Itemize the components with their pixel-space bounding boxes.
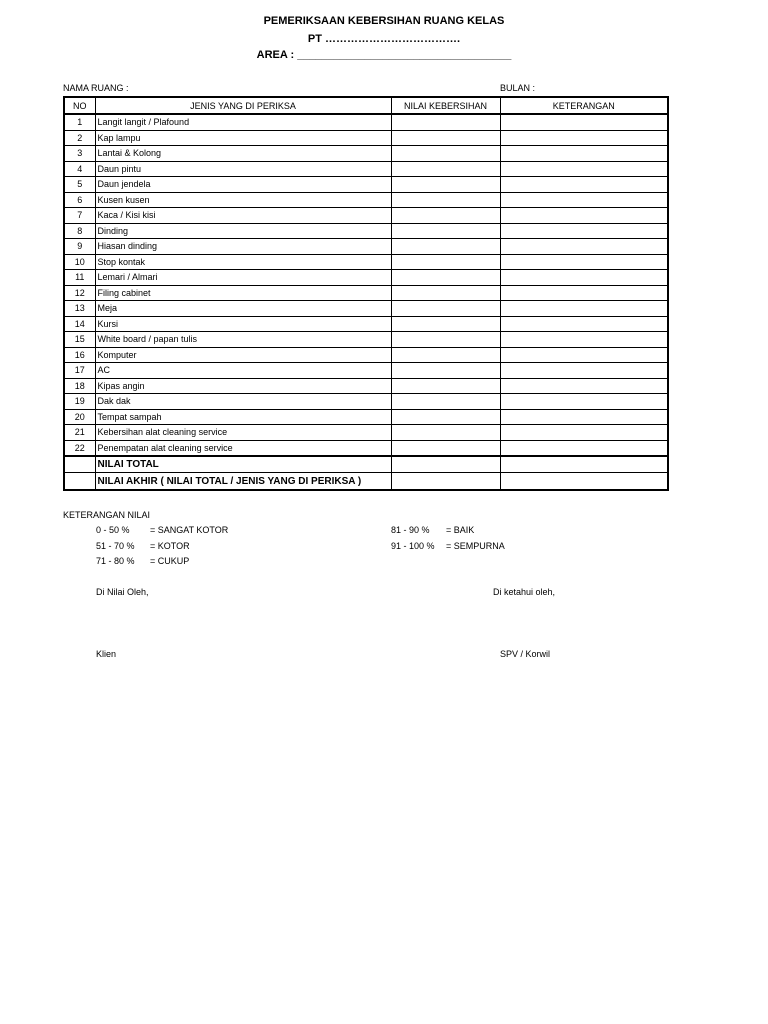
table-row [64, 440, 668, 456]
row-notes-cell[interactable] [500, 316, 668, 332]
row-score-cell[interactable] [391, 285, 500, 301]
table-row [64, 332, 668, 348]
legend-desc: = SEMPURNA [446, 541, 505, 551]
document-title: PEMERIKSAAN KEBERSIHAN RUANG KELAS [263, 15, 505, 27]
row-item: Dinding [95, 223, 391, 239]
row-item: Meja [95, 301, 391, 317]
row-notes-cell[interactable] [500, 146, 668, 162]
row-number: 11 [64, 270, 95, 286]
row-item: Stop kontak [95, 254, 391, 270]
column-header-score: NILAI KEBERSIHAN [391, 97, 500, 114]
total-notes-cell[interactable] [500, 456, 668, 473]
row-item: Langit langit / Plafound [95, 114, 391, 130]
row-notes-cell[interactable] [500, 270, 668, 286]
row-score-cell[interactable] [391, 363, 500, 379]
row-number: 7 [64, 208, 95, 224]
row-notes-cell[interactable] [500, 440, 668, 456]
row-score-cell[interactable] [391, 332, 500, 348]
row-notes-cell[interactable] [500, 378, 668, 394]
row-number: 22 [64, 440, 95, 456]
table-row [64, 114, 668, 130]
column-header-item: JENIS YANG DI PERIKSA [95, 97, 391, 114]
legend-desc: = CUKUP [150, 556, 190, 566]
row-item: Daun jendela [95, 177, 391, 193]
area-line: AREA : ___________________________________ [256, 49, 512, 61]
row-number: 8 [64, 223, 95, 239]
row-number: 2 [64, 130, 95, 146]
row-score-cell[interactable] [391, 409, 500, 425]
row-notes-cell[interactable] [500, 130, 668, 146]
month-label: BULAN : [500, 83, 536, 93]
approver-name: SPV / Korwil [500, 649, 551, 659]
row-notes-cell[interactable] [500, 347, 668, 363]
row-notes-cell[interactable] [500, 285, 668, 301]
inspection-table [63, 96, 669, 491]
table-row [64, 146, 668, 162]
final-no-cell [64, 473, 95, 491]
table-row [64, 378, 668, 394]
row-score-cell[interactable] [391, 316, 500, 332]
row-notes-cell[interactable] [500, 394, 668, 410]
final-score-row [64, 473, 668, 491]
table-row [64, 394, 668, 410]
table-row [64, 254, 668, 270]
table-row [64, 130, 668, 146]
total-no-cell [64, 456, 95, 473]
row-notes-cell[interactable] [500, 425, 668, 441]
row-number: 4 [64, 161, 95, 177]
row-notes-cell[interactable] [500, 363, 668, 379]
row-number: 9 [64, 239, 95, 255]
row-number: 6 [64, 192, 95, 208]
table-row [64, 239, 668, 255]
row-score-cell[interactable] [391, 347, 500, 363]
row-notes-cell[interactable] [500, 114, 668, 130]
company-line: PT ………………………………. [307, 33, 461, 45]
row-score-cell[interactable] [391, 301, 500, 317]
legend-range: 0 - 50 % [96, 525, 130, 535]
row-item: Dak dak [95, 394, 391, 410]
final-notes-cell[interactable] [500, 473, 668, 491]
table-row [64, 347, 668, 363]
row-score-cell[interactable] [391, 177, 500, 193]
table-row [64, 409, 668, 425]
row-score-cell[interactable] [391, 161, 500, 177]
row-number: 18 [64, 378, 95, 394]
room-name-label: NAMA RUANG : [63, 83, 129, 93]
row-score-cell[interactable] [391, 223, 500, 239]
legend-desc: = BAIK [446, 525, 475, 535]
legend-desc: = KOTOR [150, 541, 190, 551]
legend-range: 71 - 80 % [96, 556, 135, 566]
table-row [64, 285, 668, 301]
table-row [64, 192, 668, 208]
row-item: Lemari / Almari [95, 270, 391, 286]
row-score-cell[interactable] [391, 394, 500, 410]
final-label: NILAI AKHIR ( NILAI TOTAL / JENIS YANG DI PERIKSA ) [95, 473, 391, 491]
row-notes-cell[interactable] [500, 254, 668, 270]
row-notes-cell[interactable] [500, 208, 668, 224]
row-score-cell[interactable] [391, 378, 500, 394]
row-item: Lantai & Kolong [95, 146, 391, 162]
table-row [64, 363, 668, 379]
row-score-cell[interactable] [391, 192, 500, 208]
total-label: NILAI TOTAL [95, 456, 391, 473]
row-item: Komputer [95, 347, 391, 363]
row-item: Daun pintu [95, 161, 391, 177]
row-number: 12 [64, 285, 95, 301]
row-notes-cell[interactable] [500, 239, 668, 255]
table-row [64, 301, 668, 317]
row-item: White board / papan tulis [95, 332, 391, 348]
row-number: 15 [64, 332, 95, 348]
table-row [64, 270, 668, 286]
row-number: 21 [64, 425, 95, 441]
row-number: 13 [64, 301, 95, 317]
row-item: Kipas angin [95, 378, 391, 394]
table-row [64, 177, 668, 193]
row-number: 1 [64, 114, 95, 130]
final-score-cell[interactable] [391, 473, 500, 491]
row-score-cell[interactable] [391, 239, 500, 255]
row-item: Kaca / Kisi kisi [95, 208, 391, 224]
row-number: 19 [64, 394, 95, 410]
legend-title: KETERANGAN NILAI [63, 510, 151, 520]
row-score-cell[interactable] [391, 208, 500, 224]
column-header-no: NO [64, 97, 95, 114]
row-number: 10 [64, 254, 95, 270]
row-notes-cell[interactable] [500, 177, 668, 193]
row-number: 17 [64, 363, 95, 379]
table-row [64, 208, 668, 224]
row-item: Kebersihan alat cleaning service [95, 425, 391, 441]
row-item: Kap lampu [95, 130, 391, 146]
row-item: Kursi [95, 316, 391, 332]
row-number: 3 [64, 146, 95, 162]
legend-desc: = SANGAT KOTOR [150, 525, 229, 535]
row-notes-cell[interactable] [500, 301, 668, 317]
table-header-row [64, 97, 668, 114]
table-row [64, 223, 668, 239]
row-item: Hiasan dinding [95, 239, 391, 255]
table-row [64, 316, 668, 332]
row-notes-cell[interactable] [500, 161, 668, 177]
assessor-caption: Di Nilai Oleh, [96, 587, 149, 597]
total-row [64, 456, 668, 473]
row-score-cell[interactable] [391, 130, 500, 146]
row-score-cell[interactable] [391, 146, 500, 162]
row-item: AC [95, 363, 391, 379]
assessor-name: Klien [96, 649, 117, 659]
legend-range: 91 - 100 % [391, 541, 435, 551]
row-score-cell[interactable] [391, 254, 500, 270]
row-score-cell[interactable] [391, 440, 500, 456]
row-score-cell[interactable] [391, 425, 500, 441]
row-number: 16 [64, 347, 95, 363]
row-notes-cell[interactable] [500, 332, 668, 348]
row-number: 5 [64, 177, 95, 193]
row-score-cell[interactable] [391, 270, 500, 286]
legend-range: 81 - 90 % [391, 525, 430, 535]
row-item: Filing cabinet [95, 285, 391, 301]
row-score-cell[interactable] [391, 114, 500, 130]
row-number: 14 [64, 316, 95, 332]
row-item: Penempatan alat cleaning service [95, 440, 391, 456]
row-notes-cell[interactable] [500, 192, 668, 208]
total-score-cell[interactable] [391, 456, 500, 473]
row-item: Kusen kusen [95, 192, 391, 208]
legend-range: 51 - 70 % [96, 541, 135, 551]
column-header-notes: KETERANGAN [500, 97, 668, 114]
table-row [64, 425, 668, 441]
row-number: 20 [64, 409, 95, 425]
row-notes-cell[interactable] [500, 223, 668, 239]
approver-caption: Di ketahui oleh, [493, 587, 556, 597]
row-notes-cell[interactable] [500, 409, 668, 425]
table-row [64, 161, 668, 177]
row-item: Tempat sampah [95, 409, 391, 425]
